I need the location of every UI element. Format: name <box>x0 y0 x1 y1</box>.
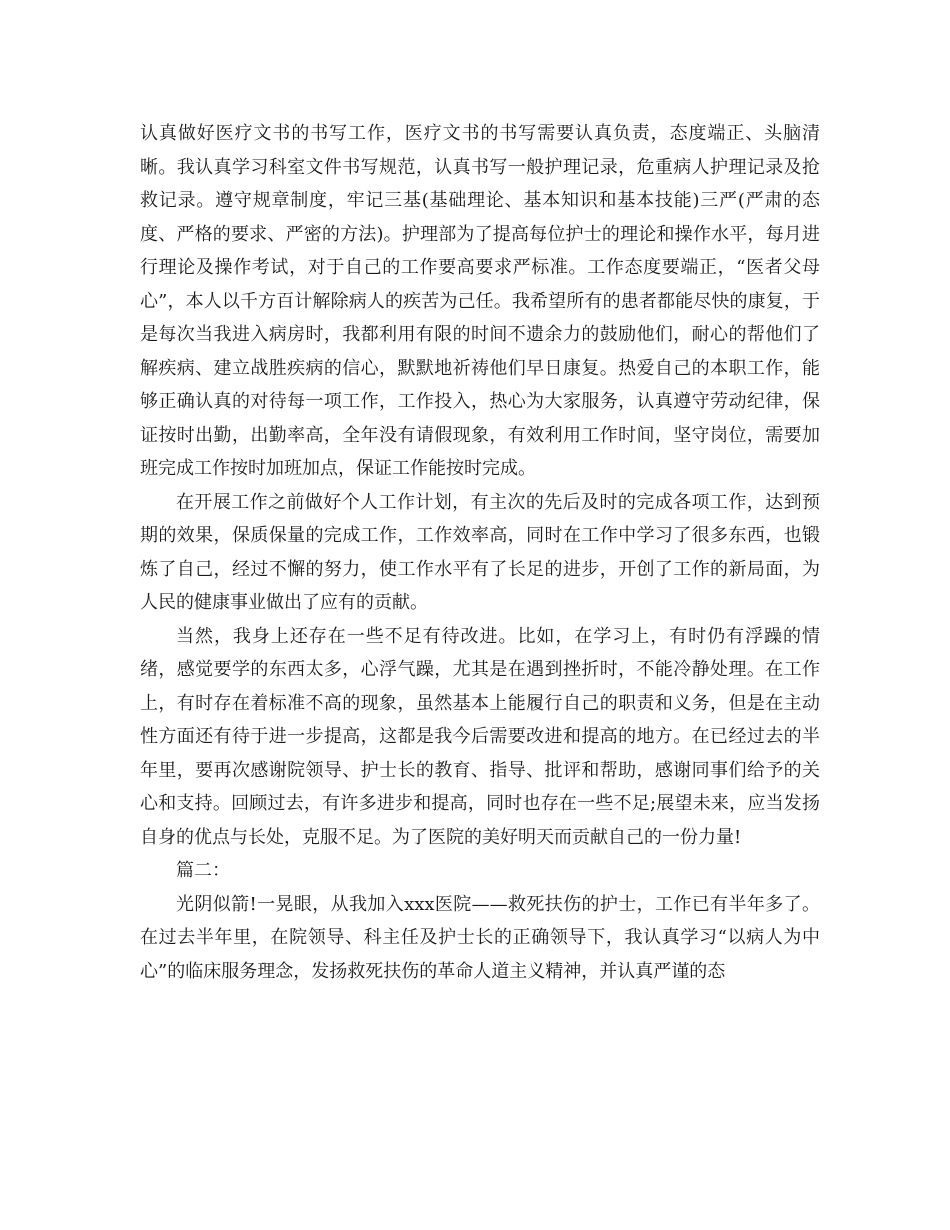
paragraph-medical-records: 认真做好医疗文书的书写工作，医疗文书的书写需要认真负责，态度端正、头脑清晰。我认真学习科室文件书写规范，认真书写一般护理记录，危重病人护理记录及抢救记录。遵守规章制度，牢记三基(基础理论、基本知识和基本技能)三严(严肃的态度、严格的要求、严密的方法)。护理部为了提高每位护士的理论和操作水平，每月进行理论及操作考试，对于自己的工作要高要求严标准。工作态度要端正，“医者父母心”，本人以千方百计解除病人的疾苦为己任。我希望所有的患者都能尽快的康复，于是每次当我进入病房时，我都利用有限的时间不遗余力的鼓励他们，耐心的帮他们了解疾病、建立战胜疾病的信心，默默地祈祷他们早日康复。热爱自己的本职工作，能够正确认真的对待每一项工作，工作投入，热心为大家服务，认真遵守劳动纪律，保证按时出勤，出勤率高，全年没有请假现象，有效利用工作时间，坚守岗位，需要加班完成工作按时加班加点，保证工作能按时完成。 <box>140 123 820 479</box>
paragraph-shortcomings: 当然，我身上还存在一些不足有待改进。比如，在学习上，有时仍有浮躁的情绪，感觉要学的东西太多，心浮气躁，尤其是在遇到挫折时，不能冷静处理。在工作上，有时存在着标准不高的现象，虽然基本上能履行自己的职责和义务，但是在主动性方面还有待于进一步提高，这都是我今后需要改进和提高的地方。在已经过去的半年里，要再次感谢院领导、护士长的教育、指导、批评和帮助，感谢同事们给予的关心和支持。回顾过去，有许多进步和提高，同时也存在一些不足;展望未来，应当发扬自身的优点与长处，克服不足。为了医院的美好明天而贡献自己的一份力量! <box>140 625 820 848</box>
document-page <box>140 117 820 988</box>
section-heading-part-two: 篇二： <box>176 860 230 881</box>
paragraph-part-two-intro: 光阴似箭!一晃眼，从我加入xxx医院——救死扶伤的护士，工作已有半年多了。在过去半年里，在院领导、科主任及护士长的正确领导下，我认真学习“以病人为中心”的临床服务理念，发扬救死扶伤的革命人道主义精神，并认真严谨的态 <box>140 893 820 982</box>
paragraph-work-plan: 在开展工作之前做好个人工作计划，有主次的先后及时的完成各项工作，达到预期的效果，保质保量的完成工作，工作效率高，同时在工作中学习了很多东西，也锻炼了自己，经过不懈的努力，使工作水平有了长足的进步，开创了工作的新局面，为人民的健康事业做出了应有的贡献。 <box>140 491 820 613</box>
